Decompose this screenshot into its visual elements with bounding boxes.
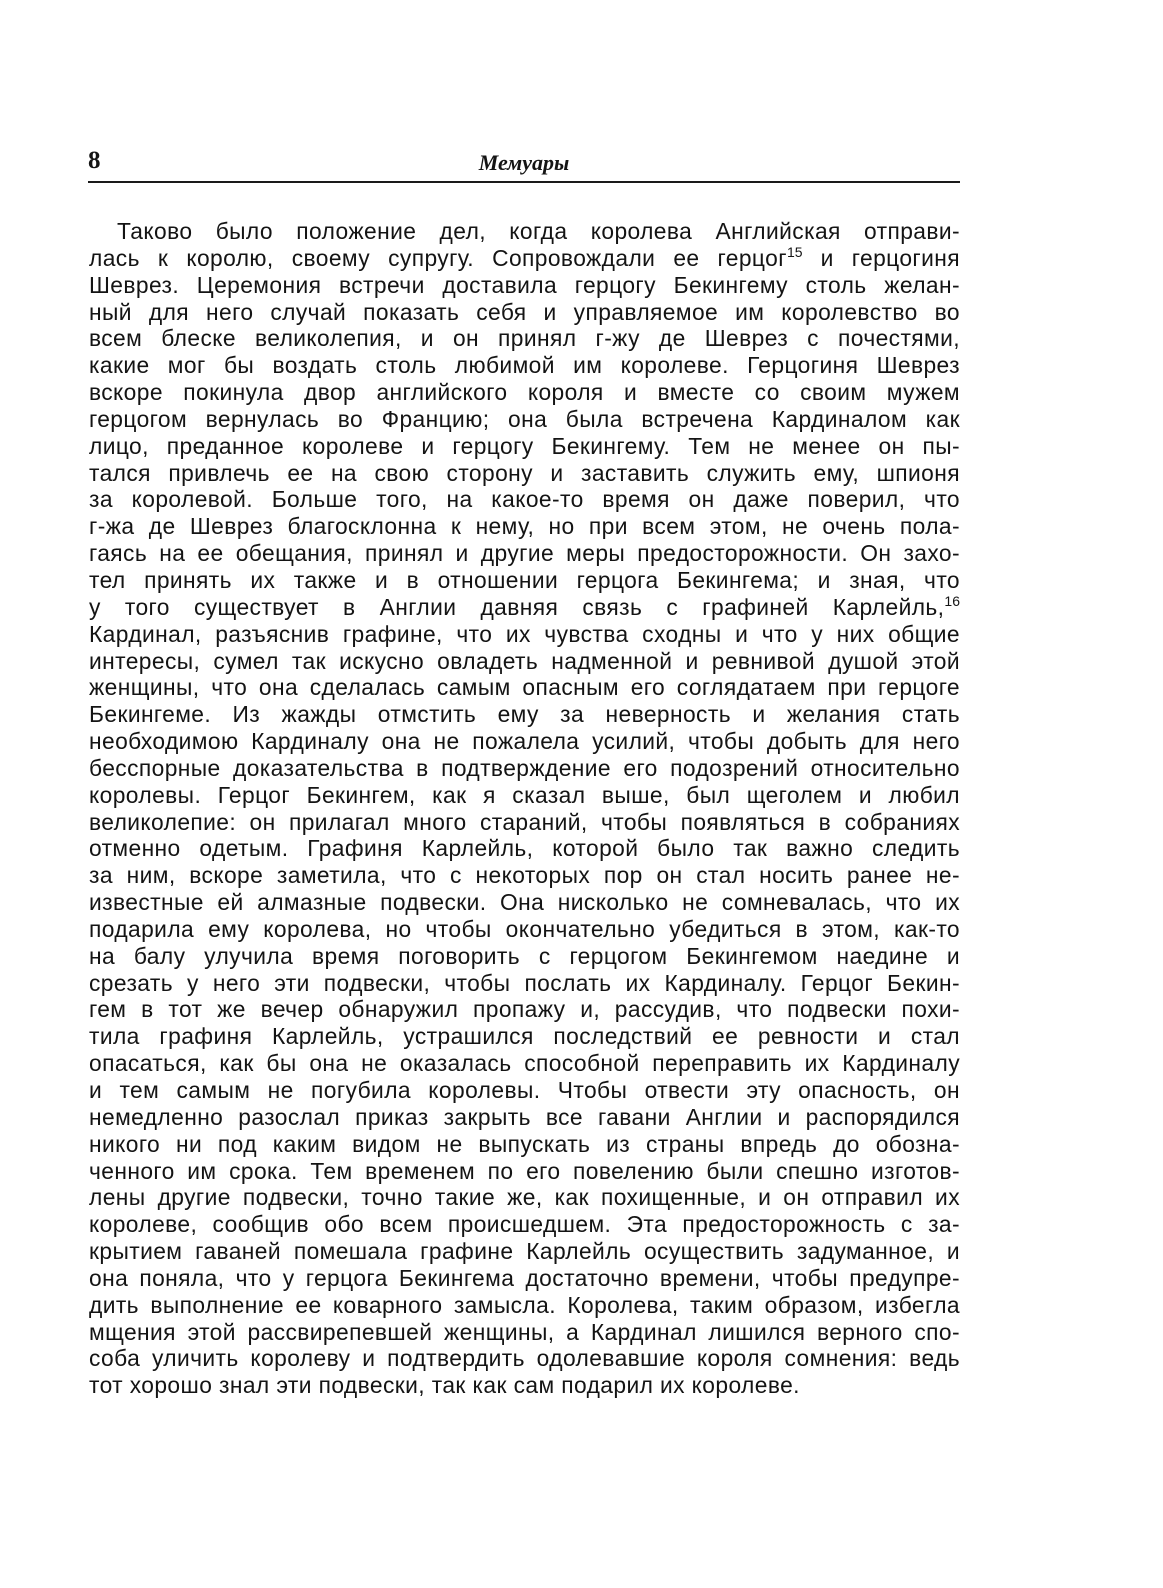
text-line: Бекингеме. Из жажды отмстить ему за неверность и желания стать [89, 701, 960, 728]
text-line-segment: у того существует в Англии давняя связь с графиней Карлейль, [89, 593, 945, 620]
text-line: Шеврез. Церемония встречи доставила герцогу Бекингему столь желан- [89, 271, 960, 298]
text-line: тался привлечь ее на свою сторону и заставить служить ему, шпионя [89, 459, 960, 486]
text-line: королевы. Герцог Бекингем, как я сказал выше, был щеголем и любил [89, 781, 960, 808]
text-line: ченного им срока. Тем временем по его повелению были спешно изготов- [89, 1157, 960, 1184]
text-line: Кардинал, разъяснив графине, что их чувства сходны и что у них общие [89, 620, 960, 647]
text-line-segment: и герцогиня [820, 244, 961, 271]
text-line: за королевой. Больше того, на какое-то время он даже поверил, что [89, 486, 960, 513]
text-line: необходимою Кардиналу она не пожалела усилий, чтобы добыть для него [89, 728, 960, 755]
text-line: герцогом вернулась во Францию; она была встречена Кардиналом как [89, 405, 960, 432]
text-line: известные ей алмазные подвески. Она нисколько не сомневалась, что их [89, 889, 960, 916]
text-line: и тем самым не погубила королевы. Чтобы отвести эту опасность, он [89, 1077, 960, 1103]
text-line: гаясь на ее обещания, принял и другие меры предосторожности. Он захо- [89, 540, 960, 567]
body-text [89, 218, 960, 1399]
header-rule [88, 181, 960, 183]
page-header [88, 146, 960, 182]
text-line: г-жа де Шеврез благосклонна к нему, но при всем этом, не очень пола- [89, 513, 960, 540]
text-line: всем блеске великолепия, и он принял г-жу де Шеврез с почестями, [89, 325, 960, 352]
text-line: лены другие подвески, точно такие же, как похищенные, и он отправил их [89, 1184, 960, 1211]
text-line: интересы, сумел так искусно овладеть надменной и ревнивой душой этой [89, 647, 960, 674]
text-line: крытием гаваней помешала графине Карлейль осуществить задуманное, и [89, 1238, 960, 1265]
text-line: соба уличить королеву и подтвердить одолевавшие короля сомнения: ведь [89, 1345, 960, 1372]
text-line: Таково было положение дел, когда королева Английская отправи- [117, 218, 960, 244]
text-line: никого ни под каким видом не выпускать из страны впредь до обозна- [89, 1130, 960, 1157]
text-line: лицо, преданное королеве и герцогу Бекингему. Тем не менее он пы- [89, 432, 960, 459]
text-line: мщения этой рассвирепевшей женщины, а Кардинал лишился верного спо- [89, 1318, 960, 1345]
footnote-ref-16[interactable]: 16 [944, 592, 960, 609]
text-line: срезать у него эти подвески, чтобы послать их Кардиналу. Герцог Бекин- [89, 969, 960, 996]
text-line: какие мог бы воздать столь любимой им королеве. Герцогиня Шеврез [89, 352, 960, 379]
text-line [89, 245, 960, 272]
text-line: подарила ему королева, но чтобы окончательно убедиться в этом, как-то [89, 915, 960, 942]
text-line: тила графиня Карлейль, устрашился последствий ее ревности и стал [89, 1023, 960, 1050]
text-line-segment: лась к королю, своему супругу. Сопровождали ее герцог [89, 244, 787, 271]
page-number: 8 [88, 147, 101, 174]
text-line: немедленно разослал приказ закрыть все гавани Англии и распорядился [89, 1103, 960, 1130]
text-line: женщины, что она сделалась самым опасным его соглядатаем при герцоге [89, 674, 960, 701]
text-line: гем в тот же вечер обнаружил пропажу и, рассудив, что подвески похи- [89, 996, 960, 1023]
text-line: опасаться, как бы она не оказалась способной переправить их Кардиналу [89, 1050, 960, 1077]
text-line: дить выполнение ее коварного замысла. Королева, таким образом, избегла [89, 1291, 960, 1318]
text-line: тел принять их также и в отношении герцога Бекингема; и зная, что [89, 566, 960, 593]
text-line: за ним, вскоре заметила, что с некоторых пор он стал носить ранее не- [89, 862, 960, 889]
running-title: Мемуары [478, 150, 570, 175]
text-line: отменно одетым. Графиня Карлейль, которой было так важно следить [89, 835, 960, 862]
text-line: на балу улучила время поговорить с герцогом Бекингемом наедине и [89, 942, 960, 969]
text-line: вскоре покинула двор английского короля и вместе со своим мужем [89, 379, 960, 406]
text-line [89, 594, 960, 621]
footnote-ref-15[interactable]: 15 [786, 243, 803, 260]
text-line: бесспорные доказательства в подтверждение его подозрений относительно [89, 754, 960, 781]
text-line: она поняла, что у герцога Бекингема достаточно времени, чтобы предупре- [89, 1264, 960, 1291]
text-line: великолепие: он прилагал много стараний, чтобы появляться в собраниях [89, 808, 960, 835]
text-line: тот хорошо знал эти подвески, так как сам подарил их королеве. [89, 1372, 800, 1399]
text-line: королеве, сообщив обо всем происшедшем. Эта предосторожность с за- [89, 1211, 960, 1238]
text-line: ный для него случай показать себя и управляемое им королевство во [89, 298, 960, 325]
